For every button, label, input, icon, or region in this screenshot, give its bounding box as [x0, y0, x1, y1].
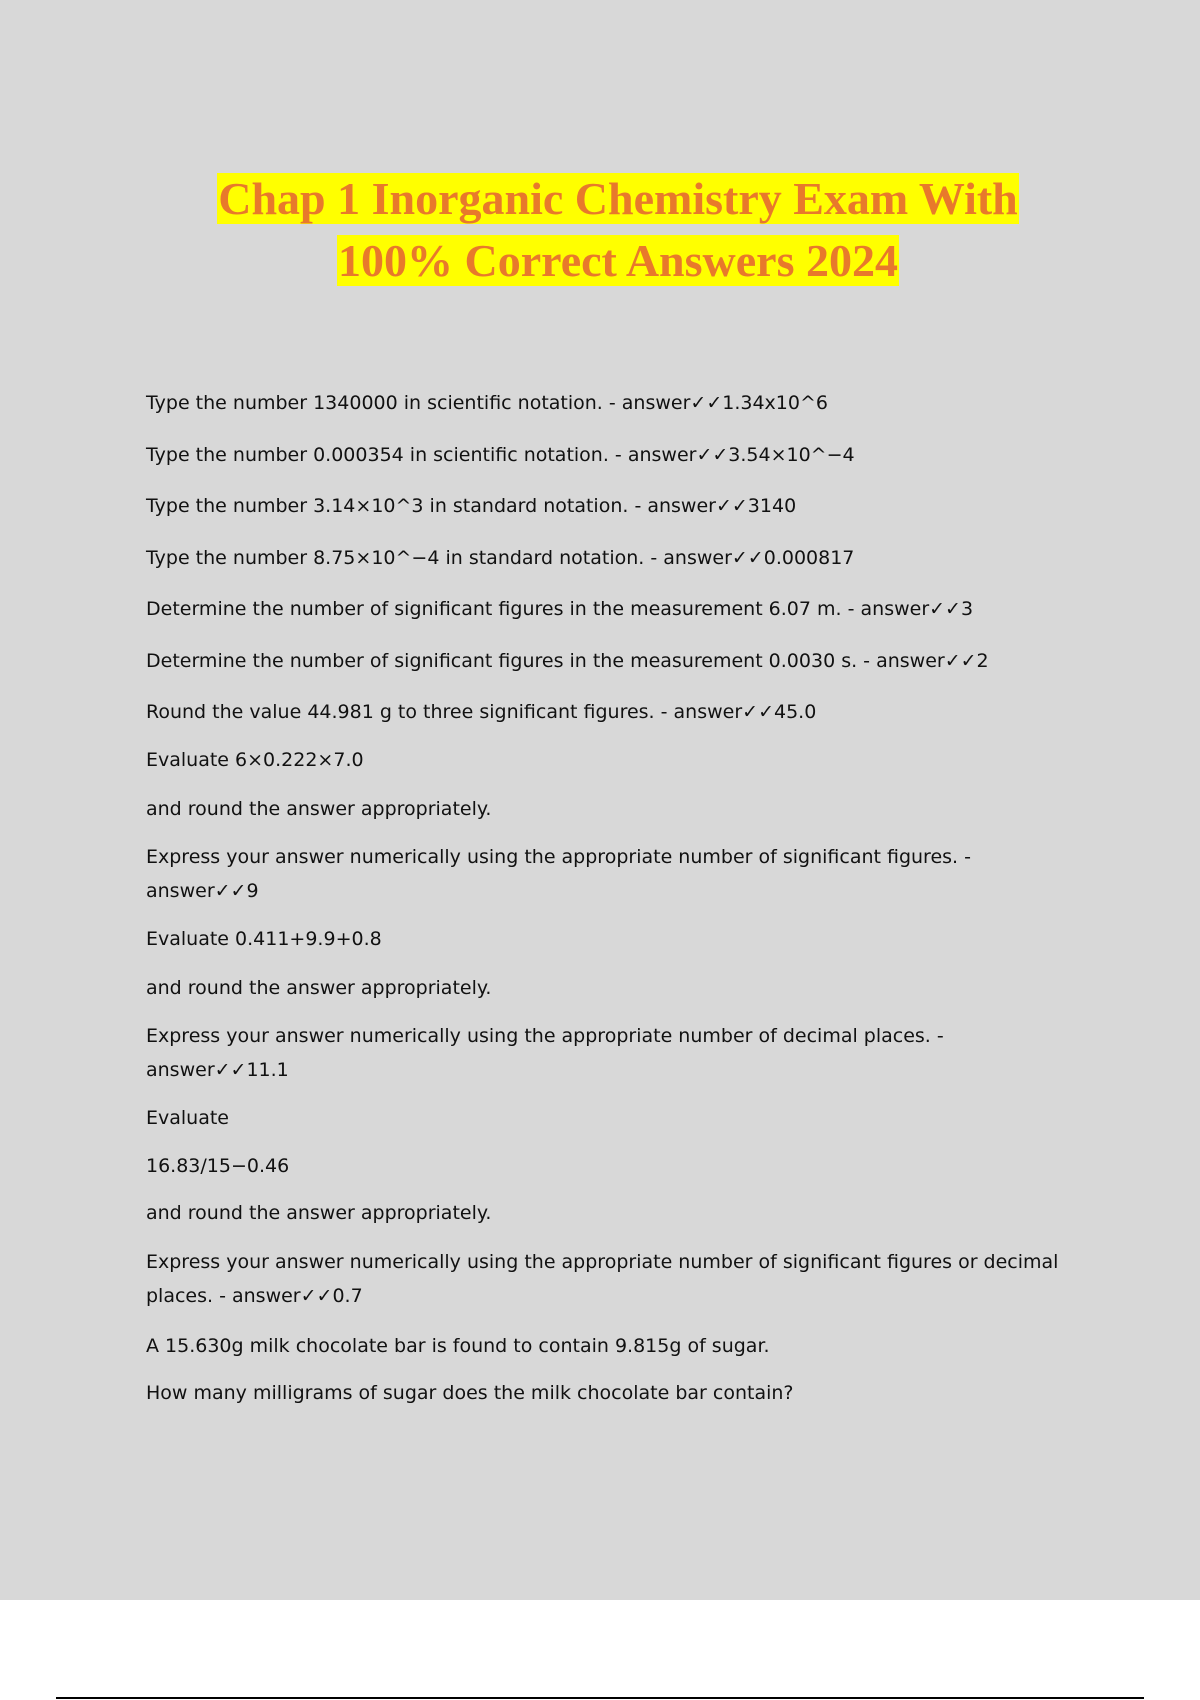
question-line: and round the answer appropriately. [146, 798, 492, 820]
question-line: A 15.630g milk chocolate bar is found to contain 9.815g of sugar. [146, 1335, 770, 1357]
question-line: and round the answer appropriately. [146, 1202, 492, 1224]
question-line: Type the number 8.75×10^−4 in standard notation. - answer✓✓0.000817 [146, 547, 855, 569]
title-line-2: 100% Correct Answers 2024 [338, 235, 898, 286]
question-line: Type the number 1340000 in scientific notation. - answer✓✓1.34x10^6 [146, 392, 828, 414]
question-line: 16.83/15−0.46 [146, 1155, 290, 1177]
question-line: Determine the number of significant figures in the measurement 0.0030 s. - answer✓✓2 [146, 650, 989, 672]
document-title [0, 168, 1200, 292]
question-line: How many milligrams of sugar does the milk chocolate bar contain? [146, 1382, 794, 1404]
question-line: Express your answer numerically using the appropriate number of significant figures or decimal places. - answer✓✓0.7 [146, 1251, 1059, 1307]
title-line-1: Chap 1 Inorganic Chemistry Exam With [218, 173, 1018, 224]
question-line: Express your answer numerically using the appropriate number of decimal places. - answer✓✓11.1 [146, 1025, 944, 1081]
question-line: Evaluate [146, 1107, 229, 1129]
question-line: Type the number 3.14×10^3 in standard notation. - answer✓✓3140 [146, 495, 797, 517]
question-line: Express your answer numerically using the appropriate number of significant figures. - answer✓✓9 [146, 846, 971, 902]
question-line: and round the answer appropriately. [146, 977, 492, 999]
question-line: Determine the number of significant figures in the measurement 6.07 m. - answer✓✓3 [146, 598, 974, 620]
footer-divider [56, 1697, 1144, 1699]
question-line: Evaluate 6×0.222×7.0 [146, 749, 364, 771]
question-line: Round the value 44.981 g to three significant figures. - answer✓✓45.0 [146, 701, 817, 723]
question-line: Evaluate 0.411+9.9+0.8 [146, 928, 382, 950]
question-line: Type the number 0.000354 in scientific notation. - answer✓✓3.54×10^−4 [146, 444, 855, 466]
